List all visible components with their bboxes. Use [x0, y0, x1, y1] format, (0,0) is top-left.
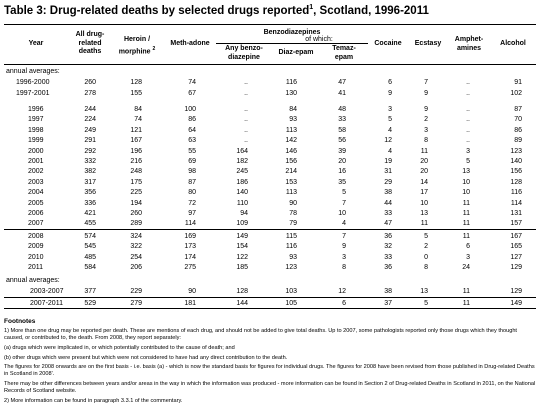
table-cell: 224	[84, 116, 96, 124]
table-cell: 10	[338, 210, 346, 217]
table-cell: 63	[188, 137, 196, 145]
table-cell: ..	[244, 79, 248, 86]
table-cell: 8	[424, 137, 428, 145]
row-year-label: 2003	[28, 178, 44, 186]
table-row	[0, 200, 540, 210]
table-cell: ..	[244, 89, 248, 97]
table-cell: 260	[130, 210, 142, 217]
table-cell: 24	[462, 264, 470, 272]
table-cell: 291	[84, 137, 96, 145]
table-cell: 113	[285, 189, 297, 197]
table-cell: 225	[130, 189, 142, 197]
header-heroin: Heroin / morphine $^2$	[118, 36, 156, 55]
table-cell: 38	[384, 288, 392, 295]
table-row	[0, 158, 540, 168]
table-cell: 87	[514, 106, 522, 113]
table-cell: 64	[188, 126, 196, 134]
table-cell: 31	[384, 168, 392, 176]
table-cell: ..	[244, 106, 248, 113]
table-row	[0, 90, 540, 100]
table-cell: 91	[514, 79, 522, 86]
table-cell: 9	[424, 89, 428, 97]
table-cell: 110	[236, 199, 248, 207]
table-cell: ..	[244, 126, 248, 134]
table-cell: 165	[510, 243, 522, 251]
table-cell: 317	[84, 178, 96, 186]
table-cell: 35	[338, 178, 346, 186]
table-cell: 33	[384, 253, 392, 261]
table-cell: 7	[342, 233, 346, 240]
table-cell: 155	[130, 89, 142, 97]
table-cell: 156	[510, 168, 522, 176]
table-cell: 20	[338, 158, 346, 165]
table-row	[0, 168, 540, 178]
table-cell: 84	[134, 106, 142, 113]
table-cell: 80	[188, 189, 196, 197]
table-cell: 322	[130, 243, 142, 251]
table-row	[0, 254, 540, 264]
table-title: Table 3: Drug-related deaths by selected drugs reported$^1$, Scotland, 1996-2011	[4, 4, 429, 17]
table-cell: 289	[130, 220, 142, 228]
footnote-b: (b) other drugs which were present but which were not considered to have had any direct contribution to the death.	[4, 355, 288, 361]
table-cell: 6	[388, 79, 392, 86]
table-cell: 8	[424, 264, 428, 272]
table-cell: 86	[188, 116, 196, 124]
table-cell: 153	[285, 178, 297, 186]
table-cell: 146	[285, 147, 297, 155]
table-cell: 79	[289, 220, 297, 228]
header-alcohol: Alcohol	[500, 40, 526, 47]
table-cell: 115	[285, 233, 297, 240]
table-cell: 278	[84, 89, 96, 97]
row-year-label: 2003-2007	[30, 288, 64, 295]
table-row	[0, 189, 540, 199]
table-cell: 10	[420, 199, 428, 207]
table-cell: 102	[510, 89, 522, 97]
table-cell: 41	[338, 89, 346, 97]
table-cell: 144	[236, 299, 248, 307]
table-cell: 154	[236, 243, 248, 251]
table-cell: 128	[510, 178, 522, 186]
header-year: Year	[28, 40, 44, 47]
table-cell: ..	[466, 126, 470, 134]
table-cell: 5	[424, 233, 428, 240]
header-ecstasy: Ecstasy	[414, 40, 442, 47]
table-row	[0, 79, 540, 89]
table-cell: 33	[338, 116, 346, 124]
table-cell: 9	[342, 243, 346, 251]
table-cell: 485	[84, 253, 96, 261]
table-cell: 149	[510, 299, 522, 307]
table-cell: 78	[289, 210, 297, 217]
header-cocaine: Cocaine	[374, 40, 402, 47]
table-cell: 377	[84, 288, 96, 295]
table-cell: 121	[130, 126, 142, 134]
table-cell: 3	[466, 253, 470, 261]
table-cell: 38	[384, 189, 392, 197]
table-cell: 36	[384, 233, 392, 240]
table-cell: 14	[420, 178, 428, 186]
table-cell: 6	[342, 299, 346, 307]
table-cell: 244	[84, 106, 96, 113]
row-year-label: 1996	[28, 106, 44, 113]
table-cell: 11	[420, 220, 428, 228]
table-cell: 2	[424, 243, 428, 251]
table-cell: 11	[420, 147, 428, 155]
table-cell: 47	[384, 220, 392, 228]
table-cell: ..	[466, 106, 470, 113]
header-top-rule	[4, 24, 536, 25]
header-benzodiazepines: Benzodiazepines	[263, 29, 321, 36]
table-cell: 29	[384, 178, 392, 186]
table-cell: 545	[84, 243, 96, 251]
table-cell: 128	[236, 288, 248, 295]
table-cell: 5	[342, 189, 346, 197]
table-cell: 11	[462, 233, 470, 240]
table-cell: 55	[188, 147, 196, 155]
table-cell: 332	[84, 158, 96, 165]
row-year-label: 2008	[28, 233, 44, 240]
table-cell: 70	[514, 116, 522, 124]
table-cell: 336	[84, 199, 96, 207]
table-bottom-rule	[4, 308, 536, 309]
table-cell: 93	[289, 116, 297, 124]
table-cell: 17	[420, 189, 428, 197]
table-cell: 574	[84, 233, 96, 240]
table-cell: 216	[130, 158, 142, 165]
table-cell: 44	[384, 199, 392, 207]
table-row	[0, 179, 540, 189]
table-cell: 8	[342, 264, 346, 272]
table-cell: 16	[338, 168, 346, 176]
header-any-benzo: Any benzo- diazepine	[225, 45, 263, 61]
table-cell: ..	[244, 137, 248, 145]
section-label-annual-averages: annual averages:	[6, 68, 60, 75]
table-cell: 4	[388, 147, 392, 155]
table-cell: 3	[424, 126, 428, 134]
table-row	[0, 210, 540, 220]
table-cell: 12	[384, 137, 392, 145]
footnote-differences: There may be other differences between years and/or areas in the way in which the information was produced - more information can be found in Section 2 of Drug-related Deaths in Scotland in 2011, on the National Records of Scotland website.	[4, 381, 536, 394]
table-cell: 93	[289, 253, 297, 261]
table-cell: 156	[285, 158, 297, 165]
table-cell: 123	[510, 147, 522, 155]
table-cell: 245	[236, 168, 248, 176]
table-cell: 7	[342, 199, 346, 207]
table-cell: 421	[84, 210, 96, 217]
table-cell: ..	[466, 116, 470, 124]
table-cell: 37	[384, 299, 392, 307]
table-cell: 116	[285, 79, 297, 86]
table-cell: 20	[420, 168, 428, 176]
header-amphetamines: Amphet- amines	[454, 36, 484, 52]
table-cell: 90	[289, 199, 297, 207]
table-cell: 116	[510, 189, 522, 197]
table-cell: 36	[384, 264, 392, 272]
table-cell: 9	[388, 89, 392, 97]
table-cell: 5	[466, 158, 470, 165]
table-cell: 10	[462, 189, 470, 197]
table-cell: 123	[285, 264, 297, 272]
table-cell: 19	[384, 158, 392, 165]
table-cell: 94	[240, 210, 248, 217]
table-cell: 129	[510, 264, 522, 272]
table-row	[0, 127, 540, 137]
table-cell: 33	[384, 210, 392, 217]
footnote-a: (a) drugs which were implicated in, or which potentially contributed to the cause of death; and	[4, 345, 235, 351]
row-year-label: 2007	[28, 220, 44, 228]
table-cell: ..	[466, 137, 470, 145]
table-cell: 105	[285, 299, 297, 307]
table-cell: 67	[188, 89, 196, 97]
table-cell: 185	[236, 264, 248, 272]
table-cell: 90	[188, 288, 196, 295]
table-cell: 0	[424, 253, 428, 261]
row-year-label: 2006	[28, 210, 44, 217]
table-cell: 214	[285, 168, 297, 176]
row-year-label: 2011	[28, 264, 44, 272]
row-year-label: 2004	[28, 189, 44, 197]
table-cell: 114	[510, 199, 522, 207]
table-cell: 529	[84, 299, 96, 307]
table-cell: 229	[130, 288, 142, 295]
table-cell: 140	[236, 189, 248, 197]
table-cell: 20	[420, 158, 428, 165]
table-cell: 3	[342, 253, 346, 261]
table-cell: 382	[84, 168, 96, 176]
table-cell: 181	[184, 299, 196, 307]
table-cell: 72	[188, 199, 196, 207]
header-bottom-rule	[4, 64, 536, 65]
table-cell: 129	[510, 288, 522, 295]
table-row	[0, 137, 540, 147]
row-year-label: 1998	[28, 126, 44, 134]
table-cell: 6	[466, 243, 470, 251]
row-year-label: 2005	[28, 199, 44, 207]
table-cell: 292	[84, 147, 96, 155]
table-cell: ..	[244, 116, 248, 124]
table-cell: 279	[130, 299, 142, 307]
table-cell: 109	[236, 220, 248, 228]
table-cell: 248	[130, 168, 142, 176]
table-cell: 84	[289, 106, 297, 113]
table-cell: 3	[388, 106, 392, 113]
table-row	[0, 233, 540, 243]
table-cell: 114	[184, 220, 196, 228]
row-year-label: 1997	[28, 116, 44, 124]
header-methadone: Meth-adone	[170, 40, 210, 47]
table-cell: 584	[84, 264, 96, 272]
table-cell: 131	[510, 210, 522, 217]
rule-after-2007	[4, 229, 536, 230]
footnote-1: 1) More than one drug may be reported per death. These are mentions of each drug, and should not be added to give total deaths. Up to 2007, some pathologists reported only those drugs which they thought caused, or contributed to, the death. From 2008, they report separately:	[4, 328, 517, 341]
table-cell: 196	[130, 147, 142, 155]
table-cell: 98	[188, 168, 196, 176]
table-cell: 356	[84, 189, 96, 197]
table-cell: 12	[338, 288, 346, 295]
table-cell: 254	[130, 253, 142, 261]
row-year-label: 2002	[28, 168, 44, 176]
table-cell: 97	[188, 210, 196, 217]
table-cell: 167	[130, 137, 142, 145]
table-cell: 13	[462, 168, 470, 176]
table-cell: 140	[510, 158, 522, 165]
table-cell: 142	[285, 137, 297, 145]
header-all-deaths: All drug- related deaths	[75, 31, 105, 55]
row-year-label: 2010	[28, 253, 44, 261]
table-cell: 249	[84, 126, 96, 134]
table-cell: 56	[338, 137, 346, 145]
table-cell: 11	[462, 288, 470, 295]
row-year-label: 1996-2000	[16, 79, 50, 86]
table-cell: 9	[424, 106, 428, 113]
row-year-label: 2007-2011	[30, 299, 63, 307]
header-diazepam: Diaz-epam	[278, 49, 314, 56]
header-of-which: of which:	[305, 36, 333, 43]
table-cell: 186	[236, 178, 248, 186]
table-cell: 2	[424, 116, 428, 124]
section-label-annual-averages-2: annual averages:	[6, 277, 60, 284]
table-cell: 103	[285, 288, 297, 295]
table-row	[0, 243, 540, 253]
table-cell: 13	[420, 288, 428, 295]
table-cell: 130	[285, 89, 297, 97]
table-cell: 5	[424, 299, 428, 307]
table-cell: 32	[384, 243, 392, 251]
table-cell: 58	[338, 126, 346, 134]
table-cell: 260	[84, 79, 96, 86]
table-cell: 7	[424, 79, 428, 86]
table-cell: 74	[134, 116, 142, 124]
table-cell: 455	[84, 220, 96, 228]
table-cell: 128	[130, 79, 142, 86]
table-cell: 47	[338, 79, 346, 86]
table-cell: 11	[462, 210, 470, 217]
footnotes-heading: Footnotes	[4, 318, 36, 325]
table-cell: 174	[184, 253, 196, 261]
table-row	[0, 106, 540, 116]
table-cell: 11	[462, 199, 470, 207]
table-cell: 69	[188, 158, 196, 165]
table-cell: 116	[285, 243, 297, 251]
table-cell: 169	[184, 233, 196, 240]
table-cell: 11	[462, 220, 470, 228]
table-cell: 87	[188, 178, 196, 186]
table-cell: 122	[236, 253, 248, 261]
table-cell: 164	[236, 147, 248, 155]
row-year-label: 2009	[28, 243, 44, 251]
table-cell: 113	[285, 126, 297, 134]
table-cell: 206	[130, 264, 142, 272]
table-cell: 4	[388, 126, 392, 134]
table-row	[0, 264, 540, 274]
row-year-label: 1997-2001	[16, 89, 50, 97]
table-cell: 182	[236, 158, 248, 165]
table-cell: 13	[420, 210, 428, 217]
table-cell: ..	[466, 79, 470, 86]
table-cell: 5	[388, 116, 392, 124]
table-cell: 89	[514, 137, 522, 145]
table-cell: 4	[342, 220, 346, 228]
footnote-basis: The figures for 2008 onwards are on the first basis - i.e. basis (a) - which is now the standard basis for figures for individual drugs. The figures for 2008 have been revised from those published in Drug-related Deaths in Scotland in 2008'.	[4, 364, 535, 377]
table-cell: 3	[466, 147, 470, 155]
rule-before-2007-2011	[4, 297, 536, 298]
table-cell: 194	[130, 199, 142, 207]
table-cell: 127	[510, 253, 522, 261]
table-cell: 74	[188, 79, 196, 86]
table-cell: 10	[462, 178, 470, 186]
table-cell: ..	[466, 89, 470, 97]
table-cell: 149	[236, 233, 248, 240]
row-year-label: 2001	[28, 158, 44, 165]
table-cell: 275	[184, 264, 196, 272]
table-cell: 48	[338, 106, 346, 113]
table-cell: 167	[510, 233, 522, 240]
table-row	[0, 148, 540, 158]
table-cell: 175	[130, 178, 142, 186]
table-cell: 86	[514, 126, 522, 134]
table-cell: 173	[184, 243, 196, 251]
header-temazepam: Temaz- epam	[332, 45, 356, 61]
table-cell: 100	[184, 106, 196, 113]
table-cell: 157	[510, 220, 522, 228]
footnote-2: 2) More information can be found in paragraph 3.3.1 of the commentary.	[4, 398, 183, 404]
table-cell: 11	[462, 299, 470, 307]
row-year-label: 2000	[28, 147, 44, 155]
row-year-label: 1999	[28, 137, 44, 145]
table-cell: 39	[338, 147, 346, 155]
table-row	[0, 116, 540, 126]
table-cell: 324	[130, 233, 142, 240]
